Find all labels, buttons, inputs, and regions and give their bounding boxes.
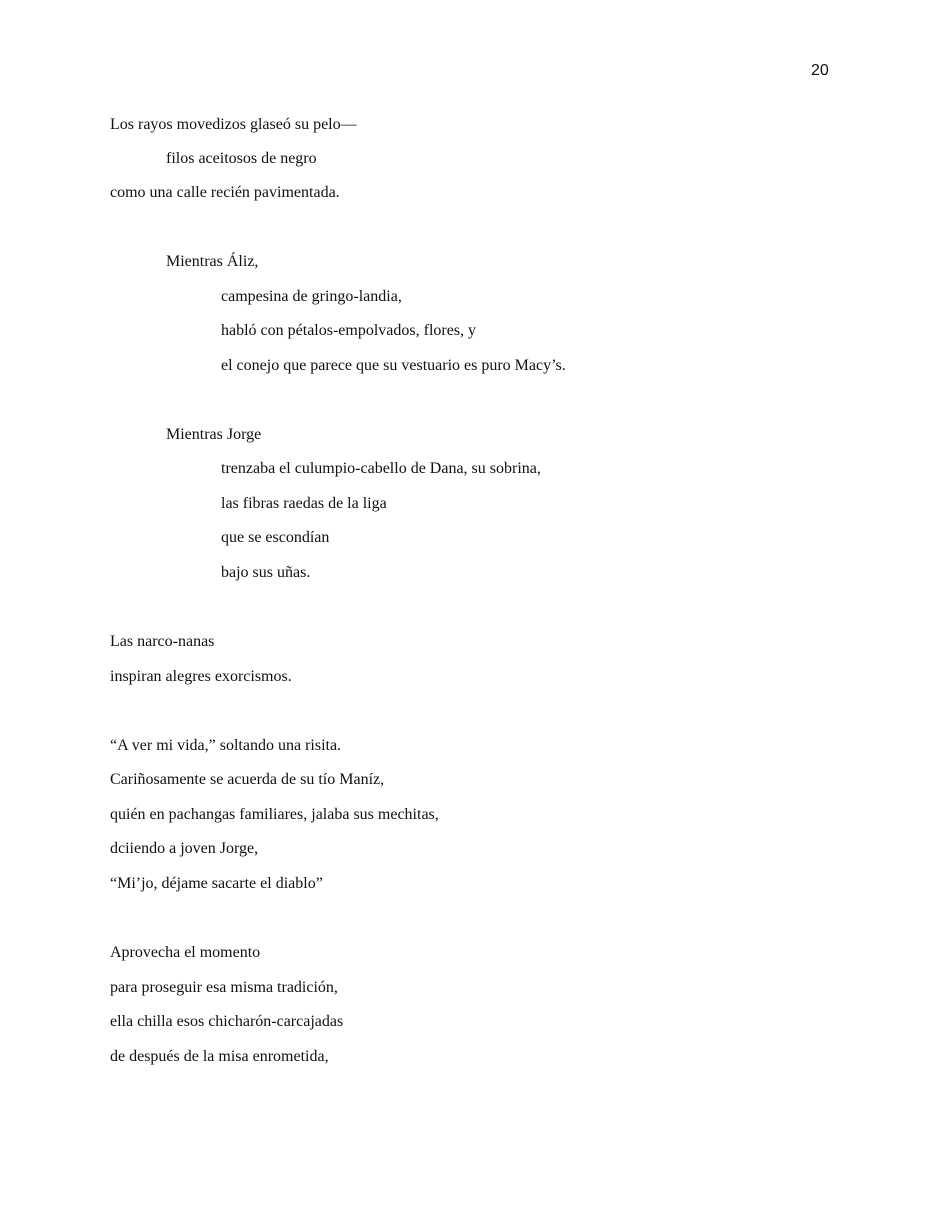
- poem-line: para proseguir esa misma tradición,: [110, 979, 338, 996]
- poem-line: Aprovecha el momento: [110, 944, 261, 961]
- page-number: 20: [811, 62, 829, 79]
- poem-line: el conejo que parece que su vestuario es puro Macy’s.: [221, 357, 566, 374]
- poem-line: que se escondían: [221, 529, 330, 546]
- poem-line: Las narco-nanas: [110, 633, 215, 650]
- poem-line: Los rayos movedizos glaseó su pelo—: [110, 116, 357, 133]
- poem-line: bajo sus uñas.: [221, 564, 311, 581]
- poem-line: “A ver mi vida,” soltando una risita.: [110, 737, 342, 754]
- poem-line: inspiran alegres exorcismos.: [110, 668, 292, 685]
- poem-line: campesina de gringo-landia,: [221, 288, 402, 305]
- poem-line: de después de la misa enrometida,: [110, 1048, 329, 1065]
- poem-line: ella chilla esos chicharón-carcajadas: [110, 1013, 344, 1030]
- poem-line: como una calle recién pavimentada.: [110, 184, 340, 201]
- poem-line: habló con pétalos-empolvados, flores, y: [221, 322, 477, 339]
- poem-line: filos aceitosos de negro: [166, 150, 317, 167]
- poem-line: Mientras Jorge: [166, 426, 262, 443]
- poem-line: las fibras raedas de la liga: [221, 495, 387, 512]
- poem-line: trenzaba el culumpio-cabello de Dana, su sobrina,: [221, 460, 541, 477]
- poem-line: dciiendo a joven Jorge,: [110, 840, 259, 857]
- poem-line: Mientras Áliz,: [166, 253, 259, 270]
- poem-line: quién en pachangas familiares, jalaba sus mechitas,: [110, 806, 439, 823]
- poem-line: “Mi’jo, déjame sacarte el diablo”: [110, 875, 323, 892]
- poem-line: Cariñosamente se acuerda de su tío Maníz,: [110, 771, 385, 788]
